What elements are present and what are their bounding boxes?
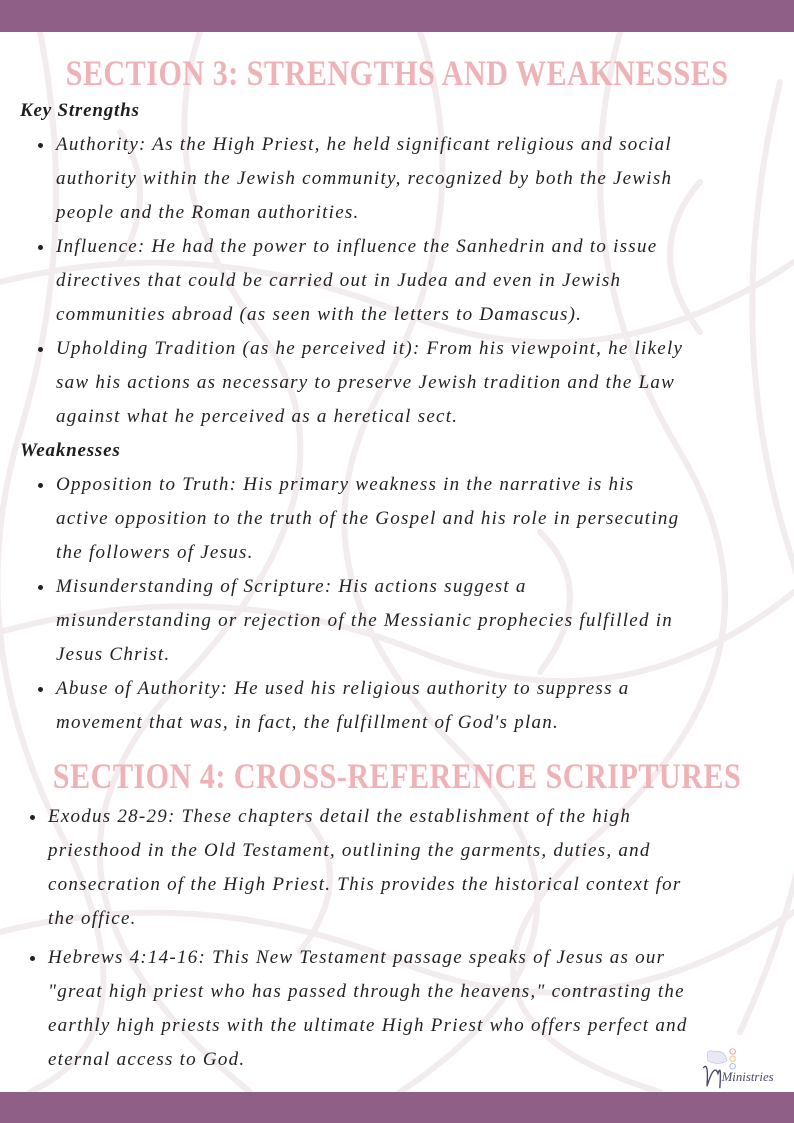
scripture-item — [48, 800, 688, 936]
list-item-line: saw his actions as necessary to preserve Jewish tradition and the Law — [56, 372, 676, 393]
list-item-line: eternal access to God. — [48, 1049, 246, 1070]
strength-item — [56, 332, 683, 434]
list-item-line: Hebrews 4:14-16: This New Testament passage speaks of Jesus as our — [48, 947, 666, 968]
list-item-line: Opposition to Truth: His primary weakness in the narrative is his — [56, 474, 635, 495]
list-item-line: Misunderstanding of Scripture: His actions suggest a — [56, 576, 527, 597]
list-item-line: directives that could be carried out in Judea and even in Jewish — [56, 270, 622, 291]
weakness-item — [56, 570, 679, 672]
section-4-heading: SECTION 4: CROSS-REFERENCE SCRIPTURES — [52, 756, 742, 796]
list-item-line: authority within the Jewish community, recognized by both the Jewish — [56, 168, 673, 189]
list-item-line: priesthood in the Old Testament, outlining the garments, duties, and — [48, 840, 651, 861]
list-item-line: earthly high priests with the ultimate High Priest who offers perfect and — [48, 1015, 688, 1036]
scripture-item — [48, 941, 688, 1077]
list-item-line: "great high priest who has passed through the heavens," contrasting the — [48, 981, 685, 1002]
list-item-line: the office. — [48, 908, 137, 929]
list-item-line: Exodus 28-29: These chapters detail the establishment of the high — [48, 806, 632, 827]
scriptures-list — [48, 800, 688, 1077]
section-3-heading: SECTION 3: STRENGTHS AND WEAKNESSES — [65, 53, 729, 93]
strengths-list — [56, 128, 683, 434]
key-strengths-label: Key Strengths — [20, 100, 140, 121]
list-item-line: active opposition to the truth of the Gospel and his role in persecuting — [56, 508, 680, 529]
logo-text: Ministries — [721, 1069, 774, 1084]
list-item-line: misunderstanding or rejection of the Messianic prophecies fulfilled in — [56, 610, 673, 631]
strength-item — [56, 128, 683, 230]
list-item-line: communities abroad (as seen with the letters to Damascus). — [56, 304, 583, 325]
ministries-logo — [700, 1046, 790, 1090]
list-item-line: movement that was, in fact, the fulfillment of God's plan. — [56, 712, 559, 733]
list-item-line: Authority: As the High Priest, he held significant religious and social — [56, 134, 672, 155]
bottom-banner — [0, 1092, 794, 1123]
list-item-line: Abuse of Authority: He used his religious authority to suppress a — [56, 678, 630, 699]
weakness-item — [56, 672, 679, 740]
list-item-line: the followers of Jesus. — [56, 542, 254, 563]
list-item-line: Influence: He had the power to influence the Sanhedrin and to issue — [56, 236, 658, 257]
list-item-line: consecration of the High Priest. This provides the historical context for — [48, 874, 682, 895]
weaknesses-label: Weaknesses — [20, 440, 121, 461]
strength-item — [56, 230, 683, 332]
list-item-line: people and the Roman authorities. — [56, 202, 360, 223]
top-banner — [0, 0, 794, 32]
list-item-line: Upholding Tradition (as he perceived it): From his viewpoint, he likely — [56, 338, 684, 359]
logo-letters — [730, 1049, 736, 1069]
list-item-line: Jesus Christ. — [56, 644, 171, 665]
weaknesses-list — [56, 468, 679, 740]
weakness-item — [56, 468, 679, 570]
list-item-line: against what he perceived as a heretical sect. — [56, 406, 459, 427]
